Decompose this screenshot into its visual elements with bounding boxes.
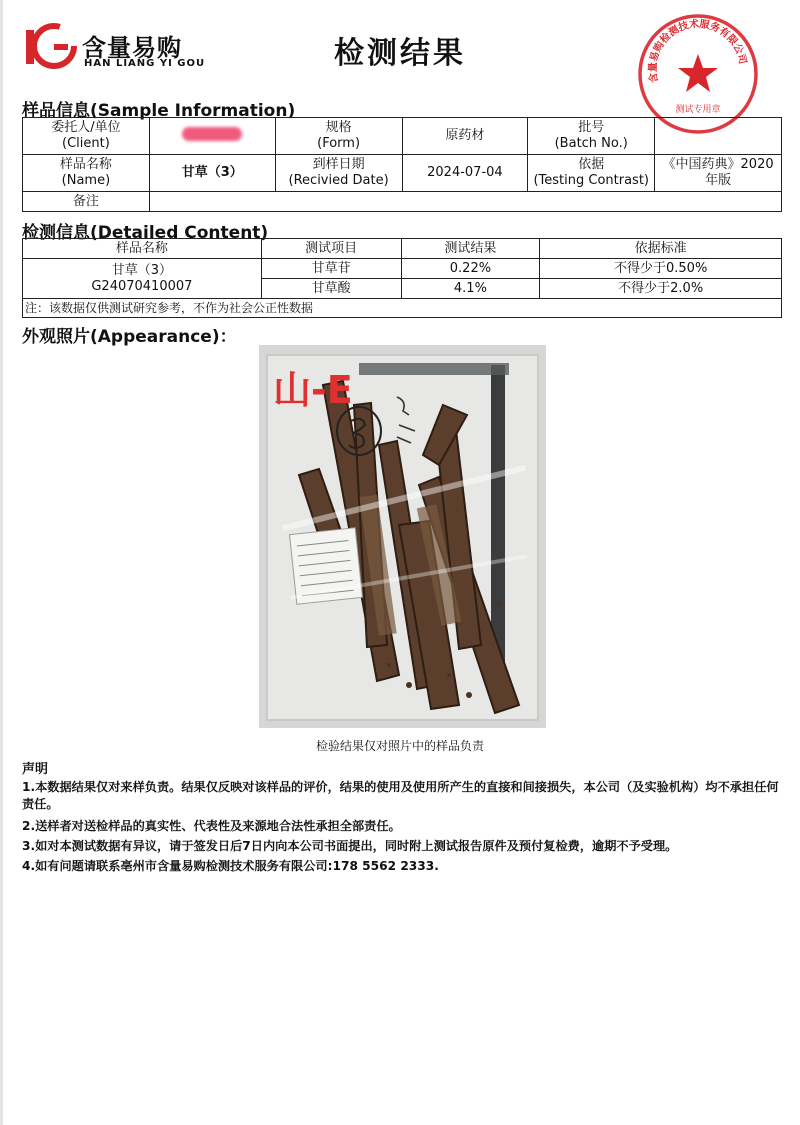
- batch-label: 批号 (Batch No.): [528, 118, 655, 155]
- appearance-heading: 外观照片(Appearance)：: [22, 327, 237, 347]
- declaration-item-1: 1.本数据结果仅对来样负责。结果仅反映对该样品的评价，结果的使用及使用所产生的直接和间接损失，本公司（及实验机构）均不承担任何责任。: [22, 780, 779, 811]
- sample-photo: [259, 345, 546, 728]
- detail-heading: 检测信息(Detailed Content): [22, 223, 269, 243]
- detail-sample-cell: 甘草（3） G24070410007: [23, 259, 262, 299]
- detail-note: 注：该数据仅供测试研究参考，不作为社会公正性数据: [22, 299, 782, 318]
- detail-standard: 不得少于2.0%: [540, 279, 782, 299]
- declaration-item-4: 4.如有问题请联系亳州市含量易购检测技术服务有限公司:178 5562 2333.: [22, 859, 439, 873]
- date-label: 到样日期 (Recivied Date): [275, 155, 402, 192]
- col-header-item: 测试项目: [261, 239, 401, 259]
- table-row: [23, 259, 782, 279]
- declaration-title: 声明: [22, 762, 49, 777]
- col-header-standard: 依据标准: [540, 239, 782, 259]
- logo-cn-text: 含量易购: [82, 34, 182, 62]
- col-header-result: 测试结果: [401, 239, 540, 259]
- detail-result: 0.22%: [401, 259, 540, 279]
- name-value: 甘草（3）: [149, 155, 275, 192]
- svg-text:含量易购检测技术服务有限公司: 含量易购检测技术服务有限公司: [647, 18, 748, 84]
- client-value-redacted: [149, 118, 275, 155]
- basis-label: 依据 (Testing Contrast): [528, 155, 655, 192]
- svg-text:测试专用章: 测试专用章: [675, 105, 721, 115]
- basis-value: 《中国药典》2020 年版: [655, 155, 782, 192]
- detail-standard: 不得少于0.50%: [540, 259, 782, 279]
- col-header-sample: 样品名称: [23, 239, 262, 259]
- client-label: 委托人/单位 (Client): [23, 118, 150, 155]
- remark-value: [149, 192, 781, 212]
- remark-label: 备注: [23, 192, 150, 212]
- detail-header-row: [23, 239, 782, 259]
- page-title: 检测结果: [334, 36, 466, 71]
- photo-marker-text: 山-E: [273, 368, 353, 412]
- date-value: 2024-07-04: [402, 155, 528, 192]
- detail-table: [22, 238, 782, 299]
- form-label: 规格 (Form): [275, 118, 402, 155]
- photo-caption: 检验结果仅对照片中的样品负责: [315, 739, 484, 753]
- detail-item: 甘草苷: [261, 259, 401, 279]
- page-edge: [0, 0, 3, 1125]
- declaration-item-2: 2.送样者对送检样品的真实性、代表性及来源地合法性承担全部责任。: [22, 819, 401, 833]
- detail-result: 4.1%: [401, 279, 540, 299]
- declaration-item-3: 3.如对本测试数据有异议，请于签发日后7日内向本公司书面提出，同时附上测试报告原件及预付复检费，逾期不予受理。: [22, 839, 678, 853]
- sample-info-table: [22, 117, 782, 212]
- form-value: 原药材: [402, 118, 528, 155]
- sample-info-heading: 样品信息(Sample Information): [22, 101, 296, 121]
- logo-en-text: HAN LIANG YI GOU: [84, 58, 206, 69]
- batch-value: [655, 118, 782, 155]
- name-label: 样品名称 (Name): [23, 155, 150, 192]
- detail-item: 甘草酸: [261, 279, 401, 299]
